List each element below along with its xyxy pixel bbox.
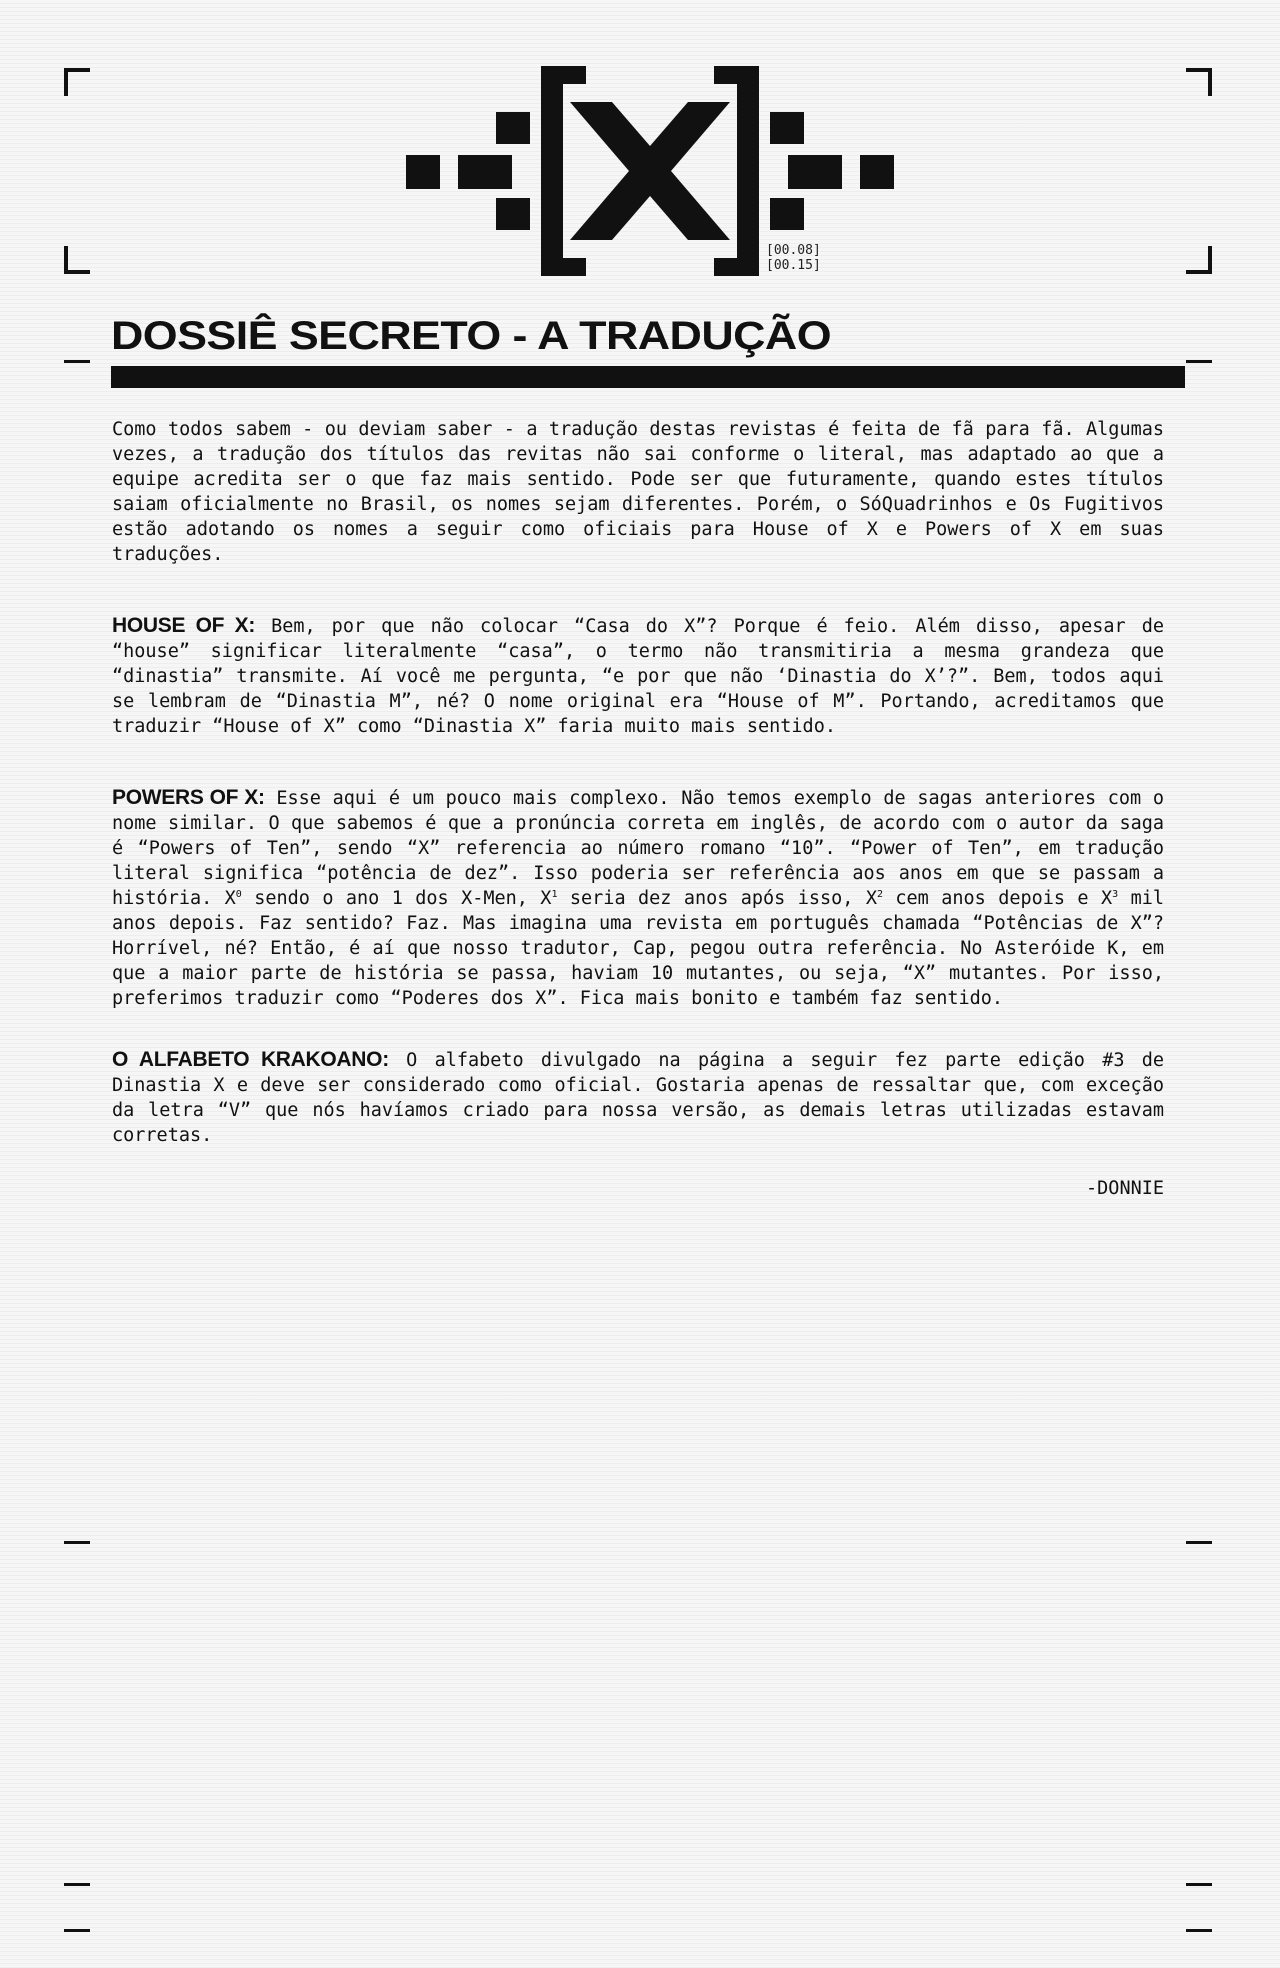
- section-heading: HOUSE OF X:: [112, 614, 256, 637]
- superscript: 3: [1112, 888, 1119, 900]
- edge-tick: [64, 1883, 90, 1886]
- crop-mark-top-left: [64, 68, 68, 96]
- edge-tick: [64, 1541, 90, 1544]
- edge-tick: [1186, 1541, 1212, 1544]
- crop-mark-top-right: [1208, 68, 1212, 96]
- edge-tick: [1186, 1929, 1212, 1932]
- section-text: cem anos depois e X: [883, 888, 1113, 909]
- page-title: DOSSIÊ SECRETO - A TRADUÇÃO: [111, 314, 832, 358]
- edge-tick: [1186, 360, 1212, 363]
- x-logo-icon: [400, 66, 900, 281]
- crop-mark-top-left: [64, 68, 90, 72]
- title-underline-bar: [111, 366, 1185, 388]
- section-text: O alfabeto divulgado na página a seguir fez parte edição #3 de Dinastia X e deve ser considerado como oficial. Gostaria apenas de ressaltar que, com exceção da letra “V” que nós havíamos criado para nossa versão, as demais letras utilizadas estavam corretas.: [112, 1050, 1165, 1146]
- edge-tick: [64, 1929, 90, 1932]
- section-text: Esse aqui é um pouco mais complexo. Não temos exemplo de sagas anteriores com o nome similar. O que sabemos é que a pronúncia correta em inglês, de acordo com o autor da saga é “Powers of Ten”, sendo “X” referencia ao número romano “10”. “Power of Ten”, em tradução literal significa “potência de dez”. Isso poderia ser referência aos anos em que se passam a história. X: [112, 788, 1165, 909]
- intro-paragraph: Como todos sabem - ou deviam saber - a tradução destas revistas é feita de fã para fã. Algumas vezes, a tradução dos títulos das revitas não sai conforme o literal, mas adaptado ao que a equipe acredita ser o que faz mais sentido. Pode ser que futuramente, quando estes títulos saiam oficialmente no Brasil, os nomes sejam diferentes. Porém, o SóQuadrinhos e Os Fugitivos estão adotando os nomes a seguir como oficiais para House of X e Powers of X em suas traduções.: [112, 419, 1164, 565]
- crop-mark-bottom-left: [64, 270, 90, 274]
- section-text: sendo o ano 1 dos X-Men, X: [241, 888, 552, 909]
- section-text: Bem, por que não colocar “Casa do X”? Porque é feio. Além disso, apesar de “house” significar literalmente “casa”, o termo não transmitiria a mesma grandeza que “dinastia” transmite. Aí você me pergunta, “e por que não ‘Dinastia do X’?”. Bem, todos aqui se lembram de “Dinastia M”, né? O nome original era “House of M”. Portando, acreditamos que traduzir “House of X” como “Dinastia X” faria muito mais sentido.: [112, 616, 1164, 737]
- section-heading: POWERS OF X:: [112, 786, 265, 809]
- section-text: mil anos depois. Faz sentido? Faz. Mas imagina uma revista em português chamada “Potências de X”? Horrível, né? Então, é aí que nosso tradutor, Cap, pegou outra referência. No Asteróide K, em que a maior parte de história se passa, haviam 10 mutantes, ou seja, “X” mutantes. Por isso, preferimos traduzir como “Poderes dos X”. Fica mais bonito e também faz sentido.: [112, 888, 1164, 1009]
- section-heading: O ALFABETO KRAKOANO:: [112, 1048, 389, 1071]
- superscript: 0: [235, 888, 242, 900]
- powers-of-x-paragraph: [112, 785, 1164, 1011]
- house-of-x-paragraph: [112, 613, 1164, 739]
- krakoan-alphabet-paragraph: [112, 1047, 1164, 1148]
- logo-codes: [766, 243, 821, 273]
- crop-mark-top-right: [1186, 68, 1212, 72]
- section-text: seria dez anos após isso, X: [557, 888, 877, 909]
- code-line: [00.15]: [766, 258, 821, 273]
- crop-mark-bottom-right: [1186, 270, 1212, 274]
- article-body: [112, 417, 1164, 1201]
- superscript: 1: [551, 888, 558, 900]
- signature: -DONNIE: [1086, 1178, 1164, 1199]
- edge-tick: [64, 360, 90, 363]
- edge-tick: [1186, 1883, 1212, 1886]
- code-line: [00.08]: [766, 243, 821, 258]
- superscript: 2: [876, 888, 883, 900]
